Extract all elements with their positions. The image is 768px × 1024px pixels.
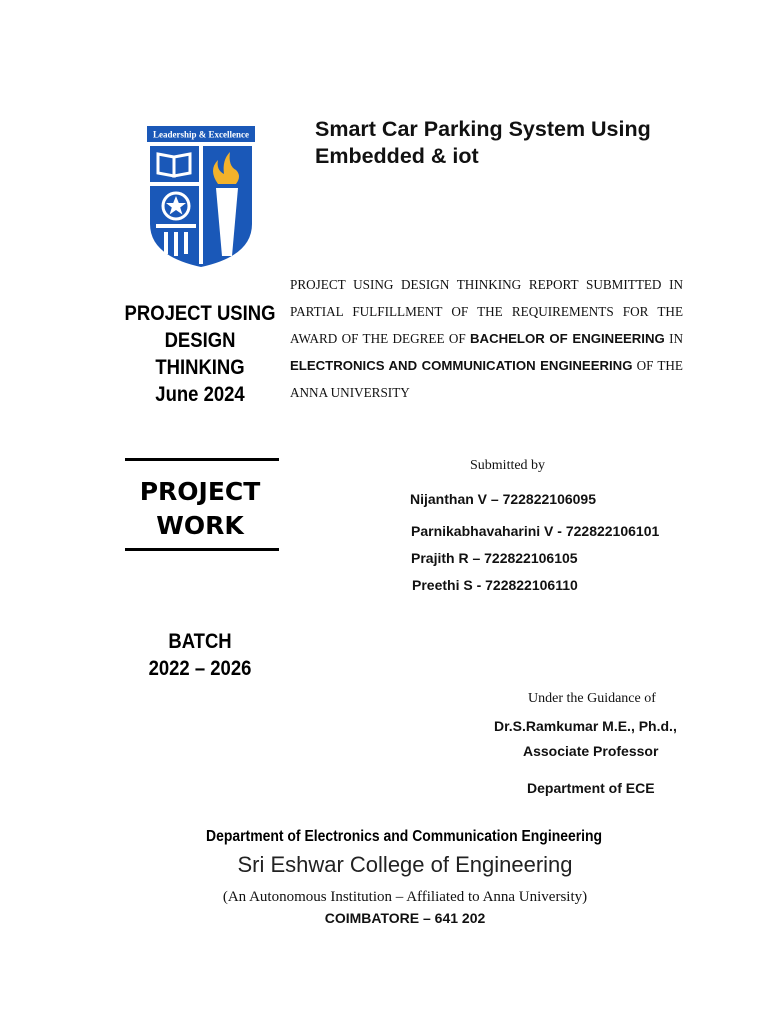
submitted-by-heading: Submitted by — [470, 458, 546, 473]
branch-name: ELECTRONICS AND COMMUNICATION ENGINEERING — [290, 358, 633, 373]
college-crest-icon — [146, 124, 256, 269]
student-entry: Nijanthan V – 722822106095 — [410, 491, 597, 507]
project-type-line: THINKING — [155, 356, 245, 379]
footer-department — [0, 828, 768, 846]
footer-city — [0, 910, 768, 928]
guide-name: Dr.S.Ramkumar M.E., Ph.d., — [494, 718, 677, 734]
student-entry: Preethi S - 722822106110 — [412, 577, 578, 593]
footer-department-text: Department of Electronics and Communication Engineering — [205, 828, 603, 845]
description-text: PROJECT USING DESIGN THINKING REPORT SUBMITTED IN PARTIAL FULFILLMENT OF THE REQUIREMENTS FOR THE AWARD OF THE DEGREE OF — [290, 277, 683, 346]
batch-label: BATCH — [168, 630, 232, 653]
guide-designation: Associate Professor — [523, 743, 659, 759]
guide-department: Department of ECE — [527, 780, 655, 796]
project-title: Smart Car Parking System Using Embedded & iot — [315, 117, 651, 168]
divider-top — [125, 458, 279, 461]
project-type-line: DESIGN — [164, 329, 236, 352]
college-status: (An Autonomous Institution – Affiliated to Anna University) — [222, 889, 588, 905]
footer-college — [0, 852, 768, 878]
project-type-line: PROJECT USING — [124, 302, 276, 325]
student-entry: Parnikabhavaharini V - 722822106101 — [411, 523, 660, 539]
project-date: June 2024 — [155, 383, 245, 406]
student-entry: Prajith R – 722822106105 — [411, 550, 578, 566]
degree-description — [290, 271, 683, 406]
project-work-line: PROJECT — [139, 477, 261, 506]
batch-block — [121, 628, 279, 682]
project-work-block — [110, 475, 290, 543]
degree-name: BACHELOR OF ENGINEERING — [470, 331, 665, 346]
college-logo — [146, 124, 256, 269]
project-work-line: WORK — [156, 511, 244, 540]
description-text: OF THE ANNA UNIVERSITY — [290, 358, 683, 400]
project-type-block — [121, 300, 279, 408]
footer-status — [0, 888, 768, 906]
description-text: IN — [664, 331, 683, 346]
college-city: COIMBATORE – 641 202 — [324, 910, 486, 926]
batch-years: 2022 – 2026 — [148, 657, 252, 680]
college-name: Sri Eshwar College of Engineering — [237, 852, 573, 877]
divider-bottom — [125, 548, 279, 551]
guidance-heading: Under the Guidance of — [528, 691, 656, 706]
logo-banner-text: Leadership & Excellence — [153, 129, 249, 140]
